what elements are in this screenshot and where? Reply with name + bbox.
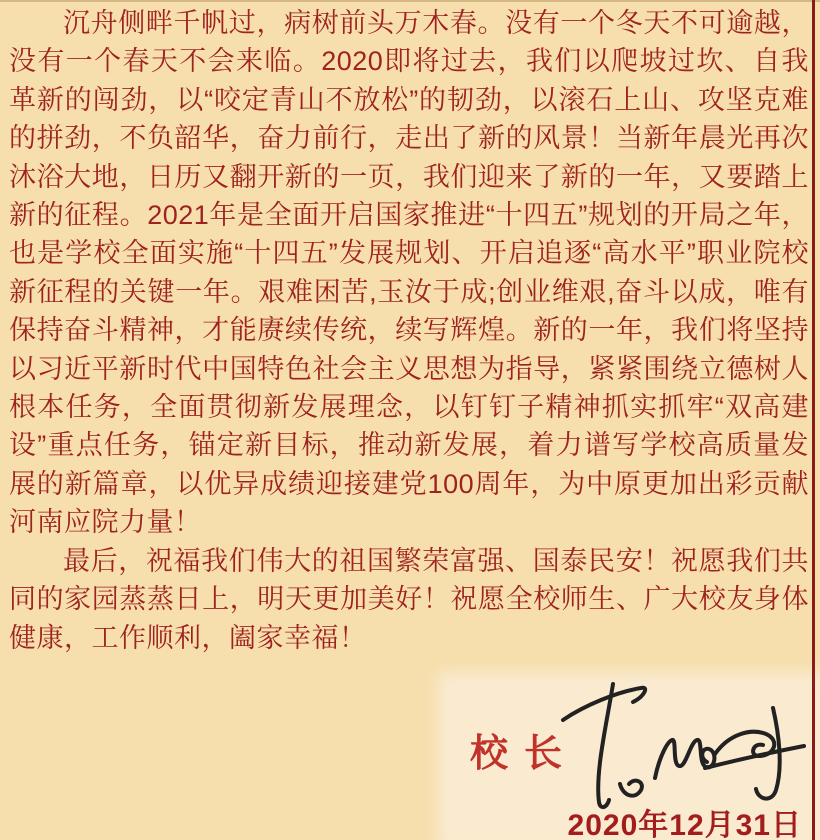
paragraph-2: 最后，祝福我们伟大的祖国繁荣富强、国泰民安！祝愿我们共同的家园蒸蒸日上，明天更加美好！祝愿全校师生、广大校友身体健康，工作顺利，阖家幸福！ — [9, 545, 809, 653]
paragraph-1: 沉舟侧畔千帆过，病树前头万木春。没有一个冬天不可逾越，没有一个春天不会来临。2020即将过去，我们以爬坡过坎、自我革新的闯劲，以“咬定青山不放松”的韧劲，以滚石上山、攻坚克难的拼劲，不负韶华，奋力前行，走出了新的风景！当新年晨光再次沐浴大地，日历又翻开新的一页，我们迎来了新的一年，又要踏上新的征程。2021年是全面开启国家推进“十四五”规划的开局之年，也是学校全面实施“十四五”发展规划、开启追逐“高水平”职业院校新征程的关键一年。艰难困苦,玉汝于成;创业维艰,奋斗以成，唯有保持奋斗精神，才能赓续传统，续写辉煌。新的一年，我们将坚持以习近平新时代中国特色社会主义思想为指导，紧紧围绕立德树人根本任务，全面贯彻新发展理念，以钉钉子精神抓实抓牢“双高建设”重点任务，锚定新目标，推动新发展，着力谱写学校高质量发展的新篇章，以优异成绩迎接建党100周年，为中原更加出彩贡献河南应院力量！ — [9, 8, 809, 538]
date-label: 2020年12月31日 — [567, 809, 802, 840]
principal-title-label: 校长 — [470, 733, 579, 775]
signature-block — [0, 672, 820, 812]
handwritten-signature-icon — [545, 672, 815, 817]
message-body — [9, 4, 809, 657]
